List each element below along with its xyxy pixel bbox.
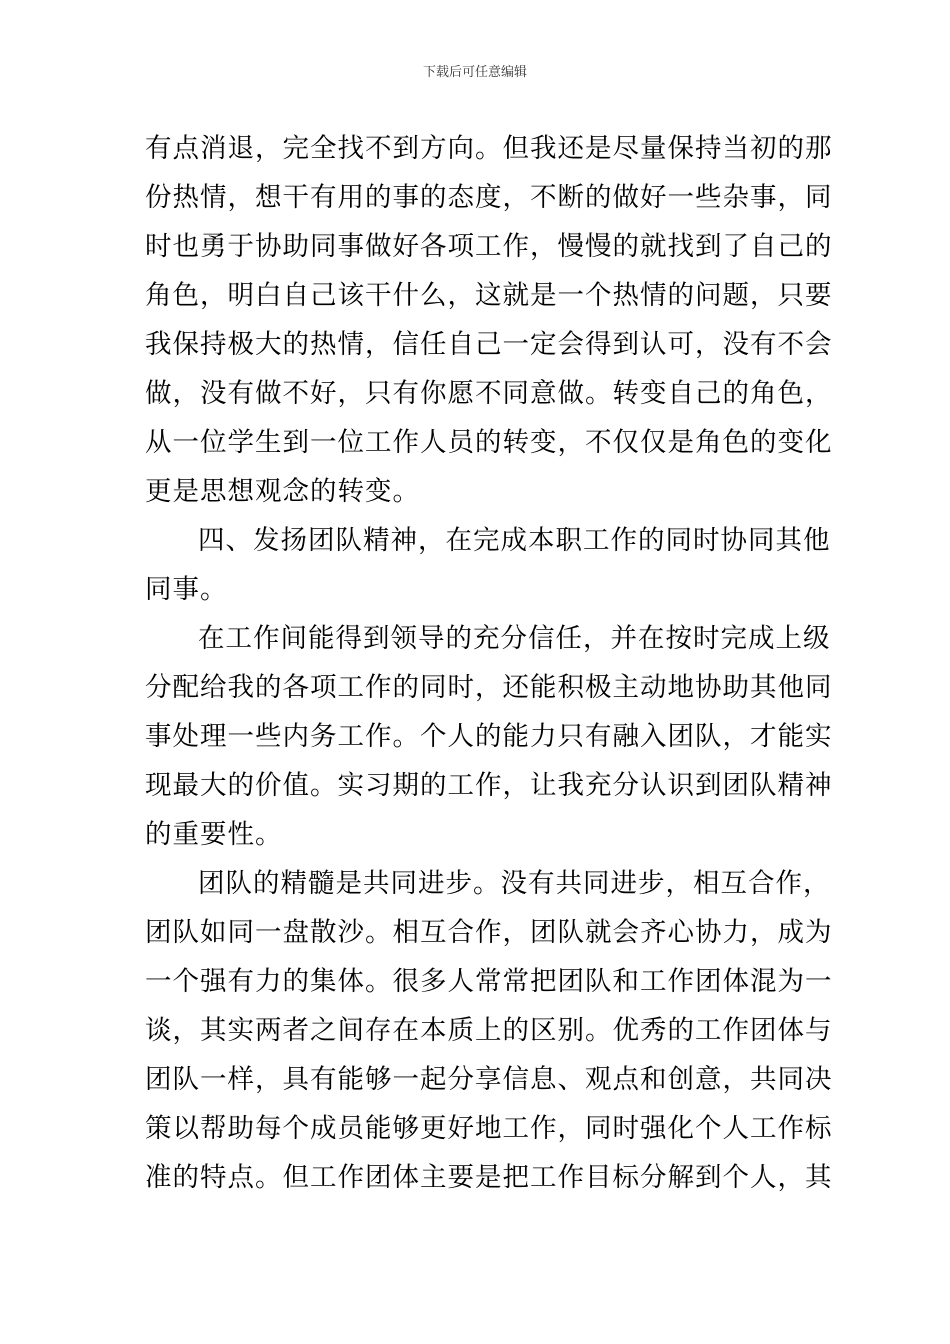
text-line: 团队一样，具有能够一起分享信息、观点和创意，共同决 <box>145 1064 833 1095</box>
text-line: 准的特点。但工作团体主要是把工作目标分解到个人，其 <box>145 1162 833 1193</box>
text-line: 更是思想观念的转变。 <box>145 476 420 507</box>
paragraph-1 <box>145 124 833 516</box>
text-line: 从一位学生到一位工作人员的转变，不仅仅是角色的变化 <box>145 427 833 458</box>
text-line: 有点消退，完全找不到方向。但我还是尽量保持当初的那 <box>145 133 833 164</box>
text-line: 角色，明白自己该干什么，这就是一个热情的问题，只要 <box>145 280 833 311</box>
text-line: 在工作间能得到领导的充分信任，并在按时完成上级 <box>198 623 831 654</box>
paragraph-3 <box>145 614 833 859</box>
text-line: 策以帮助每个成员能够更好地工作，同时强化个人工作标 <box>145 1113 833 1144</box>
text-line: 四、发扬团队精神，在完成本职工作的同时协同其他 <box>198 525 831 556</box>
text-line: 事处理一些内务工作。个人的能力只有融入团队，才能实 <box>145 721 833 752</box>
paragraph-2-heading <box>145 516 831 614</box>
text-line: 谈，其实两者之间存在本质上的区别。优秀的工作团体与 <box>145 1015 833 1046</box>
text-line: 一个强有力的集体。很多人常常把团队和工作团体混为一 <box>145 966 833 997</box>
text-line: 现最大的价值。实习期的工作，让我充分认识到团队精神 <box>145 770 833 801</box>
text-line: 分配给我的各项工作的同时，还能积极主动地协助其他同 <box>145 672 833 703</box>
text-line: 做，没有做不好，只有你愿不同意做。转变自己的角色， <box>145 378 833 409</box>
text-line: 同事。 <box>145 574 228 605</box>
text-line: 的重要性。 <box>145 819 283 850</box>
text-line: 我保持极大的热情，信任自己一定会得到认可，没有不会 <box>145 329 833 360</box>
document-body <box>145 124 833 1202</box>
page-header: 下载后可任意编辑 <box>422 65 527 80</box>
text-line: 份热情，想干有用的事的态度，不断的做好一些杂事，同 <box>145 182 833 213</box>
text-line: 团队的精髓是共同进步。没有共同进步，相互合作， <box>198 868 831 899</box>
text-line: 时也勇于协助同事做好各项工作，慢慢的就找到了自己的 <box>145 231 833 262</box>
paragraph-4 <box>145 859 833 1202</box>
text-line: 团队如同一盘散沙。相互合作，团队就会齐心协力，成为 <box>145 917 833 948</box>
